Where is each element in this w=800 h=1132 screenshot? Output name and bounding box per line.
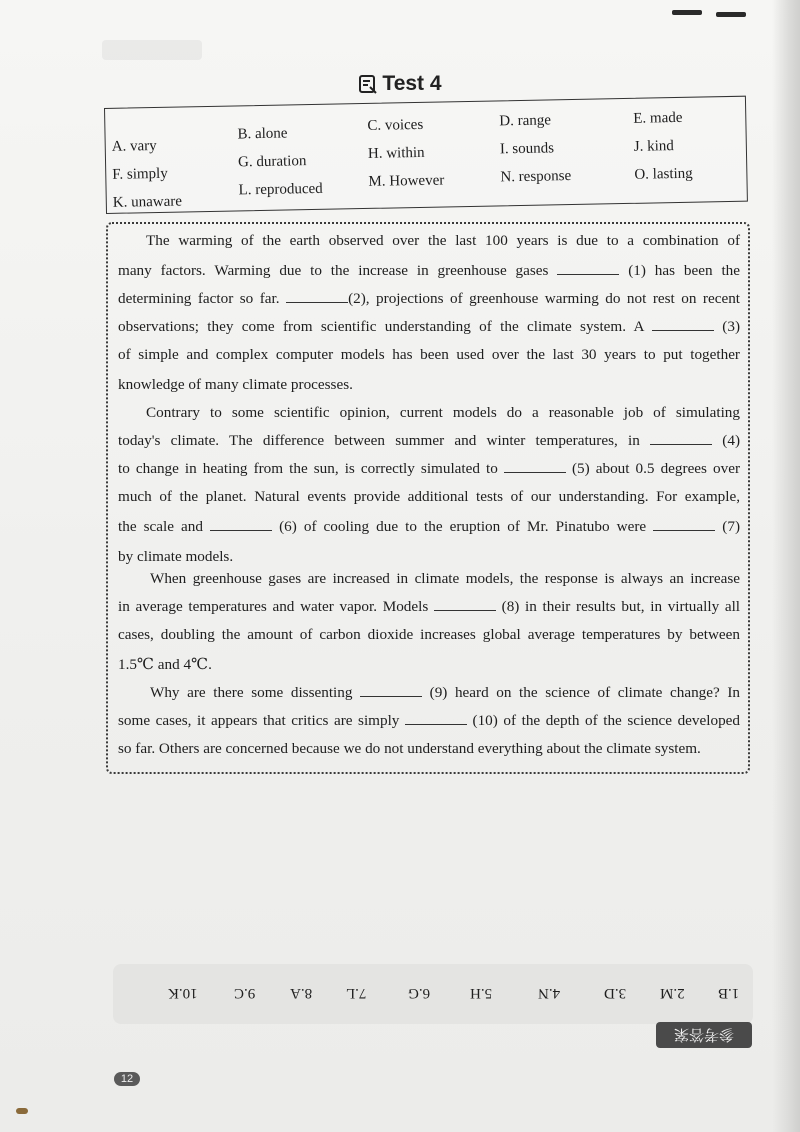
option-h: H. within — [367, 144, 425, 162]
answer-item: 7.L — [346, 985, 367, 1001]
page-number: 12 — [114, 1072, 140, 1086]
passage-line: by climate models. — [118, 548, 234, 565]
passage-line: in average temperatures and water vapor. Models (8) in their results but, in virtually all — [118, 598, 741, 615]
answer-item: 6.G — [408, 985, 431, 1001]
option-l: L. reproduced — [238, 180, 323, 199]
word-bank — [104, 96, 748, 214]
passage-line: cases, doubling the amount of carbon dioxide increases global average temperatures by between — [118, 626, 740, 643]
answer-item: 8.A — [290, 985, 313, 1001]
passage-line: today's climate. The difference between summer and winter temperatures, in (4) — [118, 432, 741, 449]
passage-line: much of the planet. Natural events provide additional tests of our understanding. For example, — [118, 488, 740, 505]
answer-item: 9.C — [234, 985, 256, 1001]
blank-1[interactable] — [557, 262, 619, 275]
passage-line: Contrary to some scientific opinion, current models do a reasonable job of simulating — [146, 404, 740, 421]
option-g: G. duration — [237, 153, 307, 171]
passage-line: of simple and complex computer models has been used over the last 30 years to put together — [118, 346, 740, 363]
title-text: Test 4 — [382, 72, 442, 95]
passage-line: The warming of the earth observed over the last 100 years is due to a combination of — [146, 232, 740, 249]
blank-10[interactable] — [405, 712, 467, 725]
option-n: N. response — [500, 168, 572, 186]
document-icon — [358, 74, 378, 100]
passage-line: 1.5℃ and 4℃. — [118, 656, 212, 673]
option-m: M. However — [368, 172, 445, 190]
option-o: O. lasting — [634, 165, 693, 183]
passage-line: to change in heating from the sun, is correctly simulated to (5) about 0.5 degrees over — [118, 460, 740, 477]
test-title — [0, 72, 800, 100]
option-e: E. made — [633, 109, 683, 127]
passage-line: Why are there some dissenting (9) heard on the science of climate change? In — [150, 684, 740, 701]
option-b: B. alone — [237, 125, 288, 143]
faint-bleedthrough — [102, 40, 202, 60]
answer-item: 1.B — [718, 985, 740, 1001]
blank-3[interactable] — [652, 318, 714, 331]
blank-6[interactable] — [210, 518, 272, 531]
option-c: C. voices — [367, 116, 424, 134]
blank-2[interactable] — [286, 290, 348, 303]
option-k: K. unaware — [112, 193, 183, 211]
answer-item: 10.K — [168, 985, 198, 1001]
passage-line: When greenhouse gases are increased in climate models, the response is always an increase — [150, 570, 740, 587]
answer-item: 5.H — [470, 985, 493, 1001]
corner-mark — [672, 10, 702, 15]
blank-8[interactable] — [434, 598, 496, 611]
blank-4[interactable] — [650, 432, 712, 445]
passage-line: knowledge of many climate processes. — [118, 376, 353, 393]
blank-5[interactable] — [504, 460, 566, 473]
blank-9[interactable] — [360, 684, 422, 697]
page-edge-shadow — [772, 0, 800, 1132]
passage-line: observations; they come from scientific understanding of the climate system. A (3) — [118, 318, 741, 335]
passage-line: the scale and (6) of cooling due to the eruption of Mr. Pinatubo were (7) — [118, 518, 741, 535]
passage-line: many factors. Warming due to the increase in greenhouse gases (1) has been the — [118, 262, 741, 279]
passage-line: so far. Others are concerned because we do not understand everything about the climate system. — [118, 740, 701, 757]
corner-mark — [716, 12, 746, 17]
answer-item: 3.D — [604, 985, 627, 1001]
option-f: F. simply — [112, 165, 168, 183]
answer-item: 4.N — [538, 985, 561, 1001]
option-d: D. range — [499, 112, 552, 130]
option-j: J. kind — [633, 138, 675, 155]
answer-key-label: 参考答案 — [656, 1022, 752, 1048]
option-i: I. sounds — [499, 140, 555, 158]
answer-key-band — [113, 964, 753, 1024]
scan-smudge — [16, 1108, 28, 1114]
passage-line: some cases, it appears that critics are simply (10) of the depth of the science developed — [118, 712, 740, 729]
blank-7[interactable] — [653, 518, 715, 531]
passage-line: determining factor so far. (2), projections of greenhouse warming do not rest on recent — [118, 290, 741, 307]
answer-item: 2.M — [660, 985, 685, 1001]
option-a: A. vary — [111, 137, 157, 155]
